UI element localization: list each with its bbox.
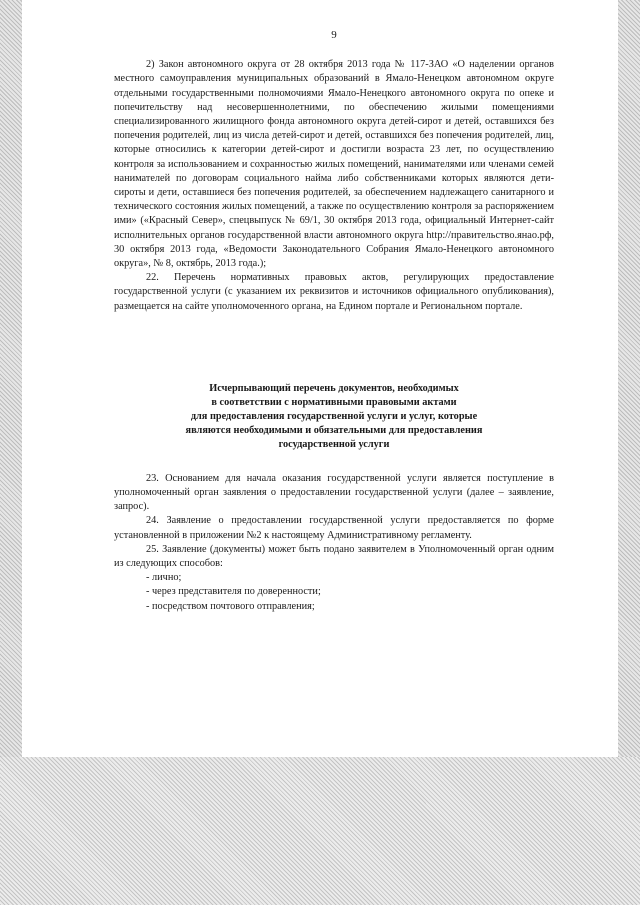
page-number: 9 [331, 29, 337, 41]
section-heading [114, 382, 554, 452]
heading-line: государственной услуги [278, 438, 390, 450]
paragraph-24: 24. Заявление о предоставлении государственной услуги предоставляется по форме установленной в приложении №2 к настоящему Административному регламенту. [114, 515, 554, 541]
scan-edge-bottom [0, 757, 640, 905]
list-item: - через представителя по доверенности; [146, 586, 321, 598]
list-item: - посредством почтового отправления; [146, 600, 315, 612]
heading-line: Исчерпывающий перечень документов, необходимых [209, 382, 459, 394]
heading-line: для предоставления государственной услуги и услуг, которые [190, 410, 478, 422]
heading-line: в соответствии с нормативными правовыми актами [211, 396, 457, 408]
list-item: - лично; [146, 572, 182, 584]
document-body [114, 28, 554, 614]
heading-line: являются необходимыми и обязательными для предоставления [185, 424, 483, 436]
paragraph-23: 23. Основанием для начала оказания государственной услуги является поступление в уполномоченный орган заявления о предоставлении государственной услуги (далее – заявление, запрос). [114, 472, 554, 513]
paragraph-22: 22. Перечень нормативных правовых актов, регулирующих предоставление государственной услуги (с указанием их реквизитов и источников официального опубликования), размещается на сайте уполномоченного органа, на Едином портале и Региональном портале. [114, 272, 554, 312]
paragraph-25: 25. Заявление (документы) может быть подано заявителем в Уполномоченный орган одним из следующих способов: [114, 543, 554, 570]
paragraph-law-117: 2) Закон автономного округа от 28 октября 2013 года № 117-ЗАО «О наделении органов местного самоуправления муниципальных образований в Ямало-Ненецком автономном округе отдельными государственными полномочиями Ямало-Ненецкого автономного округа по опеке и попечительству над несовершеннолетними, по обеспечению жилыми помещениями специализированного жилищного фонда автономного округа детей-сирот и детей, оставшихся без попечения родителей, лиц из числа детей-сирот и детей, оставшихся без попечения родителей, лиц, которые относились к категории детей-сирот и достигли возраста 23 лет, по осуществлению контроля за использованием и сохранностью жилых помещений, нанимателями или членами семей нанимателей по договорам социального найма либо собственниками которых являются дети-сироты и дети, оставшиеся без попечения родителей, за обеспечением надлежащего санитарного и технического состояния жилых помещений, а также по осуществлению контроля за распоряжением ими» («Красный Север», спецвыпуск № 69/1, 30 октября 2013 года, официальный Интернет-сайт исполнительных органов государственной власти автономного округа http://правительство.янао.рф, 30 октября 2013 года, «Ведомости Законодательного Собрания Ямало-Ненецкого автономного округа», № 8, октябрь, 2013 года.); [114, 59, 554, 270]
